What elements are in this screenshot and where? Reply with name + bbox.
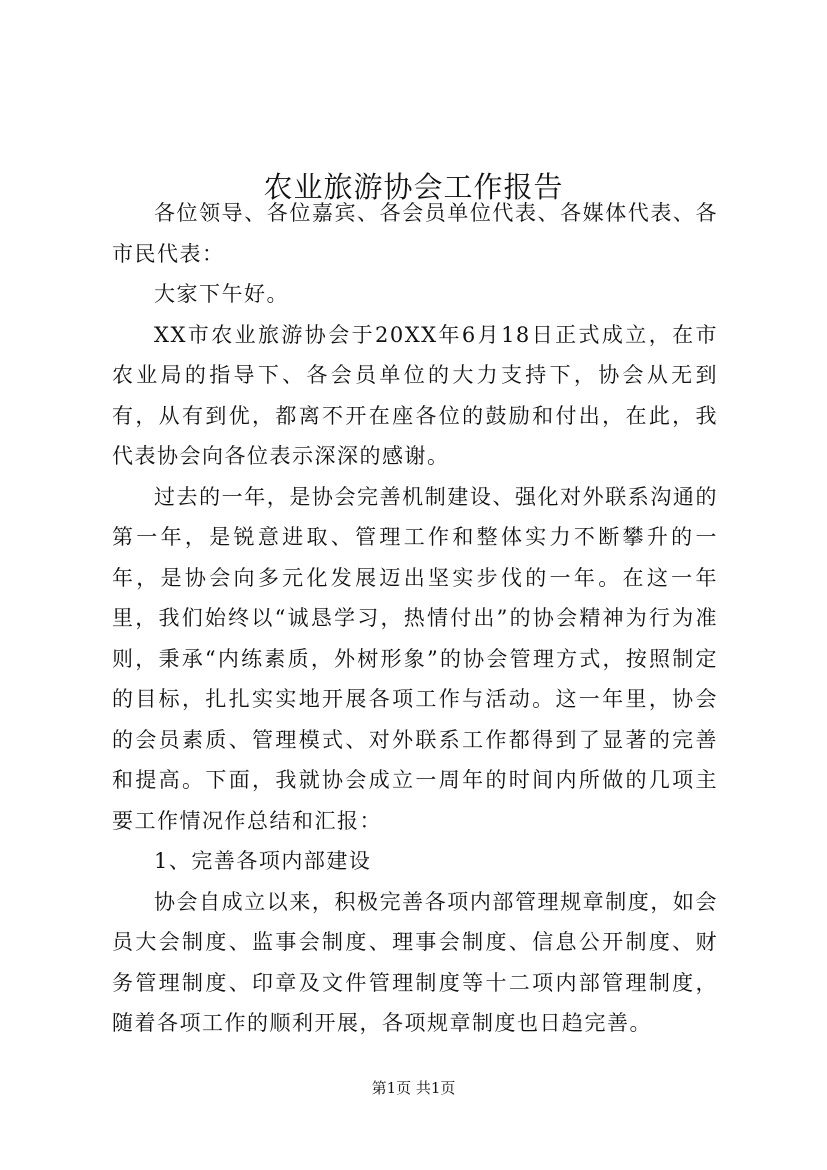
paragraph-greeting: 大家下午好。	[154, 282, 289, 306]
page-footer: 第1页 共1页	[371, 1079, 456, 1097]
document-body	[112, 193, 718, 1044]
section-heading: 1、完善各项内部建设	[154, 849, 372, 873]
paragraph-review: 过去的一年，是协会完善机制建设、强化对外联系沟通的第一年，是锐意进取、管理工作和整体实力不断攀升的一年，是协会向多元化发展迈出坚实步伐的一年。在这一年里，我们始终以“诚恳学习，热情付出”的协会精神为行为准则，秉承“内练素质，外树形象”的协会管理方式，按照制定的目标，扎扎实实地开展各项工作与活动。这一年里，协会的会员素质、管理模式、对外联系工作都得到了显著的完善和提高。下面，我就协会成立一周年的时间内所做的几项主要工作情况作总结和汇报：	[112, 484, 718, 833]
paragraph-intro: XX市农业旅游协会于20XX年6月18日正式成立，在市农业局的指导下、各会员单位的大力支持下，协会从无到有，从有到优，都离不开在座各位的鼓励和付出，在此，我代表协会向各位表示深深的感谢。	[112, 322, 718, 468]
paragraph-salutation: 各位领导、各位嘉宾、各会员单位代表、各媒体代表、各市民代表：	[112, 201, 718, 266]
paragraph-section-1: 协会自成立以来，积极完善各项内部管理规章制度，如会员大会制度、监事会制度、理事会制度、信息公开制度、财务管理制度、印章及文件管理制度等十二项内部管理制度，随着各项工作的顺利开展，各项规章制度也日趋完善。	[112, 889, 718, 1035]
document-title: 农业旅游协会工作报告	[263, 170, 564, 205]
